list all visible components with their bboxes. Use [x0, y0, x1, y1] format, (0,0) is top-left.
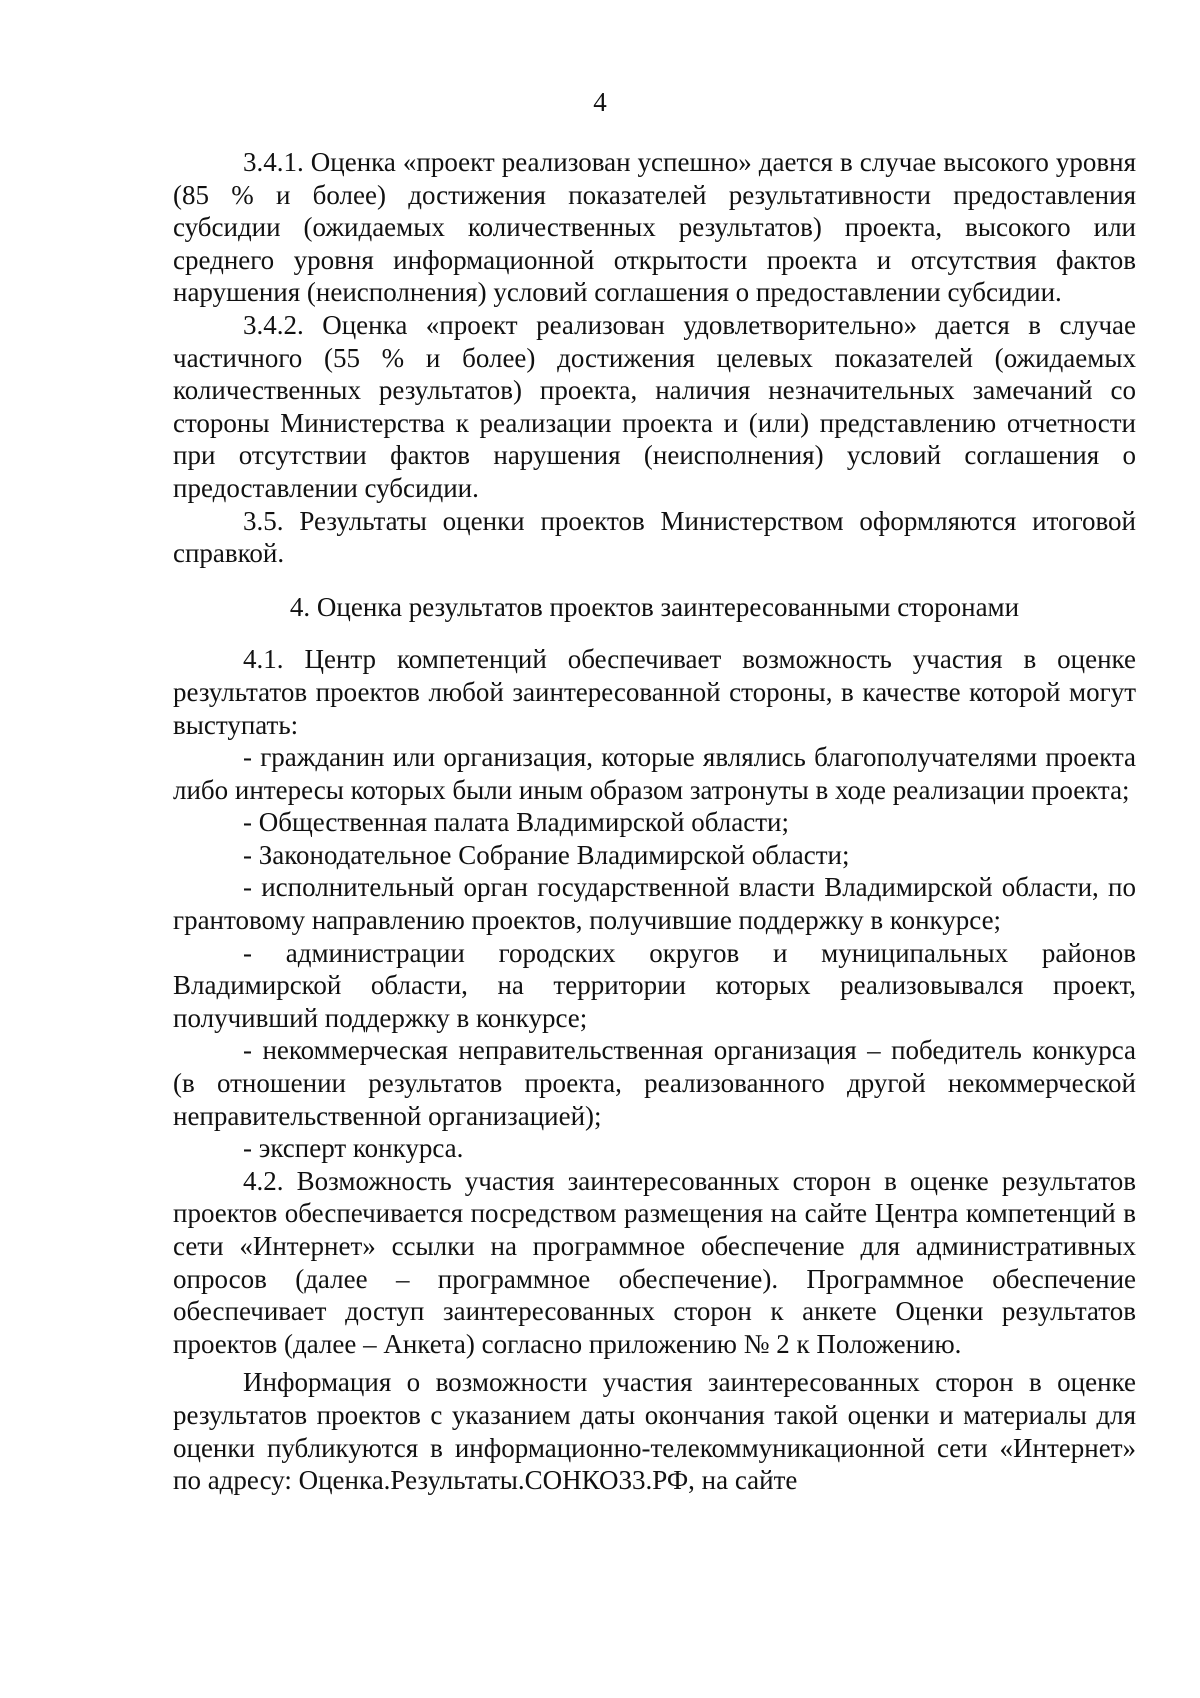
section-4-heading: 4. Оценка результатов проектов заинтересованными сторонами — [289, 591, 1020, 622]
list-item-municipal-administrations: - администрации городских округов и муниципальных районов Владимирской области, на территории которых реализовывался проект, получивший поддержку в конкурсе; — [173, 937, 1136, 1033]
page-number: 4 — [593, 87, 607, 117]
paragraph-4-1: 4.1. Центр компетенций обеспечивает возможность участия в оценке результатов проектов любой заинтересованной стороны, в качестве которой могут выступать: — [173, 644, 1136, 740]
paragraph-3-5: 3.5. Результаты оценки проектов Министерством оформляются итоговой справкой. — [173, 505, 1136, 569]
paragraph-3-4-2: 3.4.2. Оценка «проект реализован удовлетворительно» дается в случае частичного (55 % и более) достижения целевых показателей (ожидаемых количественных результатов) проекта, наличия незначительных замечаний со стороны Министерства к реализации проекта и (или) представлению отчетности при отсутствии фактов нарушения (неисполнения) условий соглашения о предоставлении субсидии. — [173, 309, 1136, 503]
list-item-contest-expert: - эксперт конкурса. — [243, 1133, 464, 1164]
paragraph-3-4-1: 3.4.1. Оценка «проект реализован успешно» дается в случае высокого уровня (85 % и более) достижения показателей результативности предоставления субсидии (ожидаемых количественных результатов) проекта, высокого или среднего уровня информационной открытости проекта и отсутствия фактов нарушения (неисполнения) условий соглашения о предоставлении субсидии. — [173, 147, 1136, 308]
paragraph-information: Информация о возможности участия заинтересованных сторон в оценке результатов проектов с указанием даты окончания такой оценки и материалы для оценки публикуются в информационно-телекоммуникационной сети «Интернет» по адресу: Оценка.Результаты.СОНКО33.РФ, на сайте — [173, 1367, 1136, 1496]
list-item-public-chamber: - Общественная палата Владимирской области; — [243, 807, 789, 838]
document-body — [173, 146, 1136, 1497]
paragraph-4-2: 4.2. Возможность участия заинтересованных сторон в оценке результатов проектов обеспечивается посредством размещения на сайте Центра компетенций в сети «Интернет» ссылки на программное обеспечение для административных опросов (далее – программное обеспечение). Программное обеспечение обеспечивает доступ заинтересованных сторон к анкете Оценки результатов проектов (далее – Анкета) согласно приложению № 2 к Положению. — [173, 1165, 1136, 1359]
list-item-legislative-assembly: - Законодательное Собрание Владимирской области; — [243, 839, 850, 870]
list-item-nonprofit-winner: - некоммерческая неправительственная организация – победитель конкурса (в отношении результатов проекта, реализованного другой некоммерческой неправительственной организацией); — [173, 1035, 1136, 1131]
list-item-beneficiary: - гражданин или организация, которые являлись благополучателями проекта либо интересы которых были иным образом затронуты в ходе реализации проекта; — [173, 742, 1136, 805]
list-item-executive-body: - исполнительный орган государственной власти Владимирской области, по грантовому направлению проектов, получившие поддержку в конкурсе; — [173, 872, 1136, 936]
